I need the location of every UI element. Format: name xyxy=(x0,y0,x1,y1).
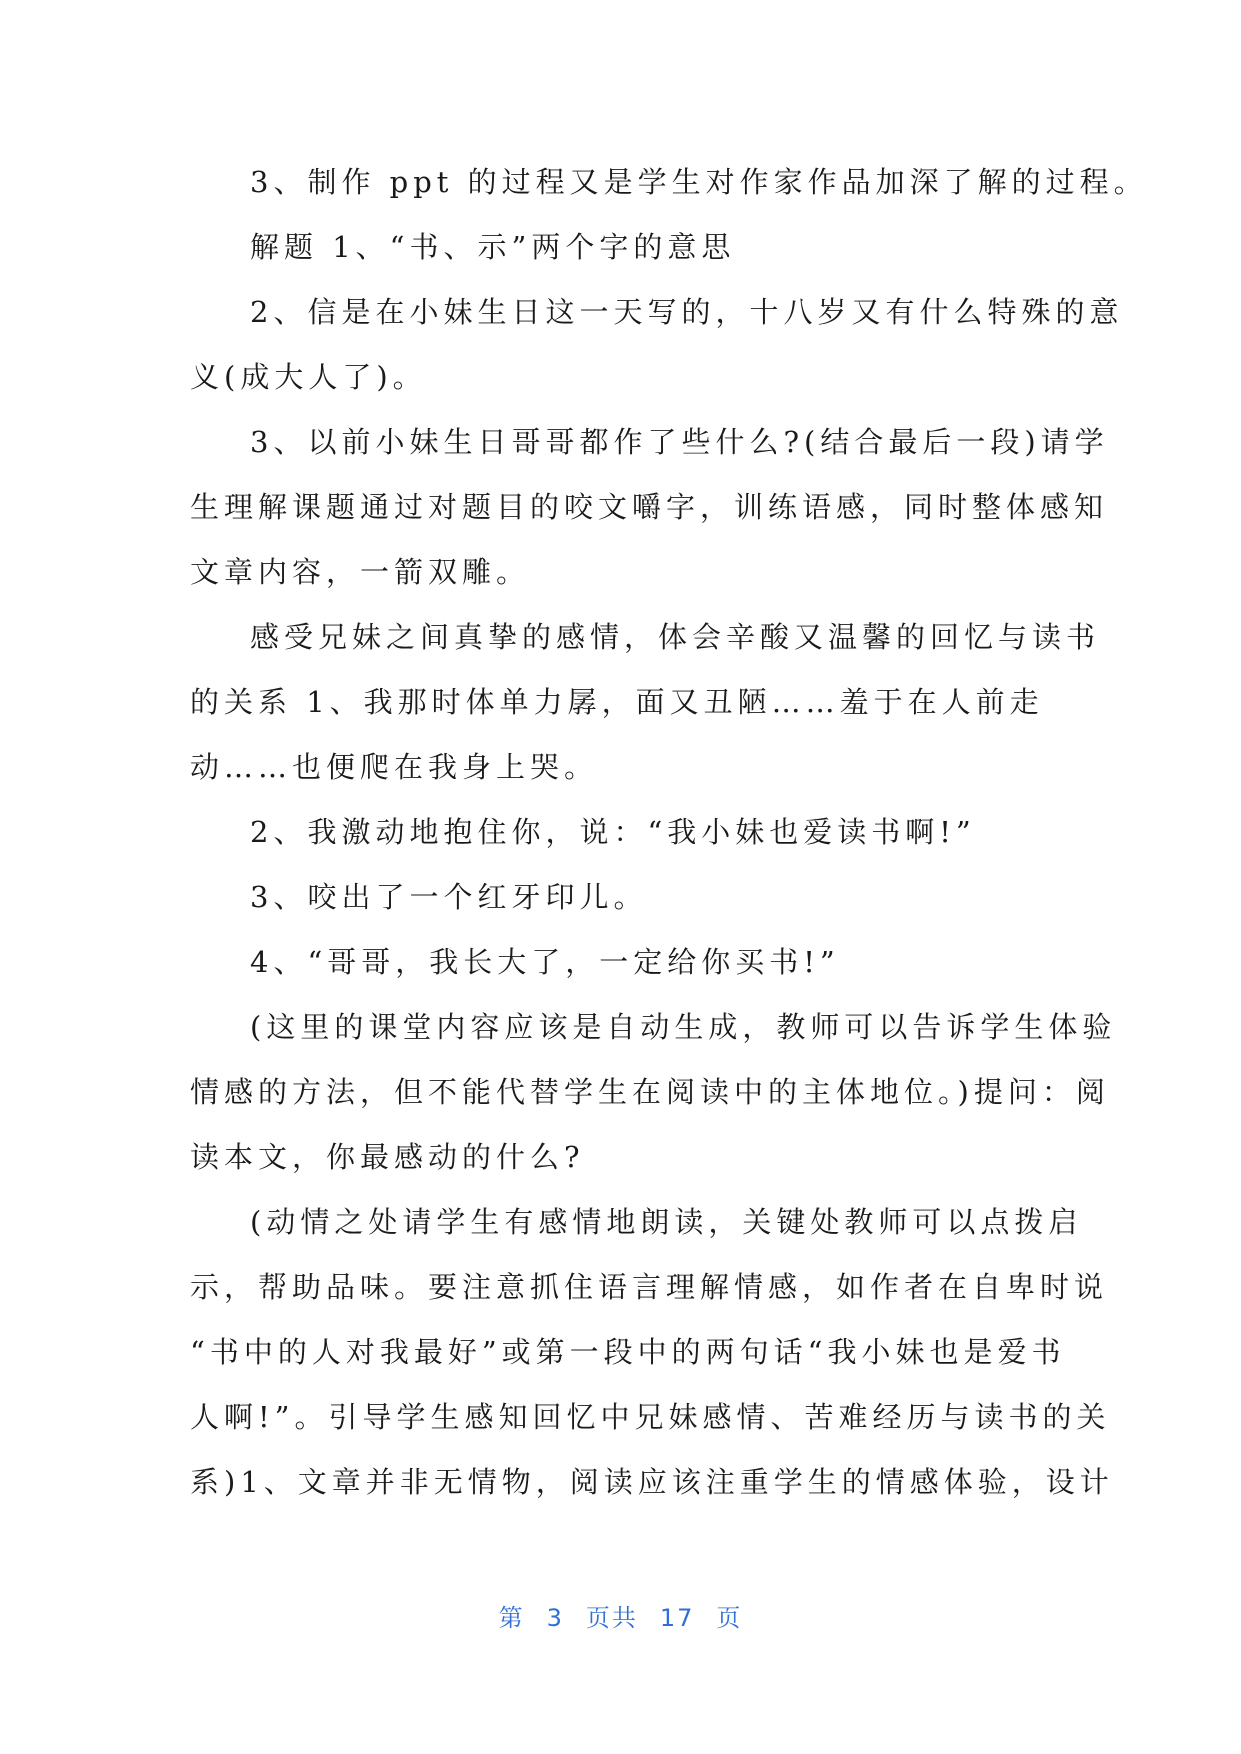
footer-middle: 页共 xyxy=(585,1604,638,1632)
total-pages-number: 17 xyxy=(659,1604,695,1632)
text-line: 2、信是在小妹生日这一天写的，十八岁又有什么特殊的意 xyxy=(250,295,1124,329)
current-page-number: 3 xyxy=(546,1604,564,1632)
text-line: 人啊!”。引导学生感知回忆中兄妹感情、苦难经历与读书的关 xyxy=(190,1400,1111,1434)
page-footer xyxy=(0,1598,1241,1633)
text-line: 4、“哥哥，我长大了，一定给你买书!” xyxy=(250,945,840,979)
footer-prefix: 第 xyxy=(498,1604,525,1632)
text-line: 3、咬出了一个红牙印儿。 xyxy=(250,880,648,914)
footer-suffix: 页 xyxy=(716,1604,743,1632)
text-line: 的关系 1、我那时体单力孱，面又丑陋……羞于在人前走 xyxy=(190,685,1044,719)
text-line: 感受兄妹之间真挚的感情，体会辛酸又温馨的回忆与读书 xyxy=(250,620,1101,654)
text-line: (这里的课堂内容应该是自动生成，教师可以告诉学生体验 xyxy=(250,1010,1117,1044)
text-line: 示，帮助品味。要注意抓住语言理解情感，如作者在自卑时说 xyxy=(190,1270,1109,1304)
text-line: 情感的方法，但不能代替学生在阅读中的主体地位。)提问：阅 xyxy=(190,1075,1110,1109)
text-line: 3、以前小妹生日哥哥都作了些什么?(结合最后一段)请学 xyxy=(250,425,1109,459)
text-line: 生理解课题通过对题目的咬文嚼字，训练语感，同时整体感知 xyxy=(190,490,1109,524)
text-line: 解题 1、“书、示”两个字的意思 xyxy=(250,230,736,264)
text-line: 系)1、文章并非无情物，阅读应该注重学生的情感体验，设计 xyxy=(190,1465,1114,1499)
text-line: 文章内容，一箭双雕。 xyxy=(190,555,531,589)
text-line: (动情之处请学生有感情地朗读，关键处教师可以点拨启 xyxy=(250,1205,1083,1239)
text-line: 2、我激动地抱住你，说：“我小妹也爱读书啊!” xyxy=(250,815,976,849)
text-line: 动……也便爬在我身上哭。 xyxy=(190,750,599,784)
text-line: 义(成大人了)。 xyxy=(190,360,427,394)
text-line: “书中的人对我最好”或第一段中的两句话“我小妹也是爱书 xyxy=(190,1335,1066,1369)
text-line: 3、制作 ppt 的过程又是学生对作家作品加深了解的过程。 xyxy=(250,165,1148,199)
text-line: 读本文，你最感动的什么? xyxy=(190,1140,585,1174)
